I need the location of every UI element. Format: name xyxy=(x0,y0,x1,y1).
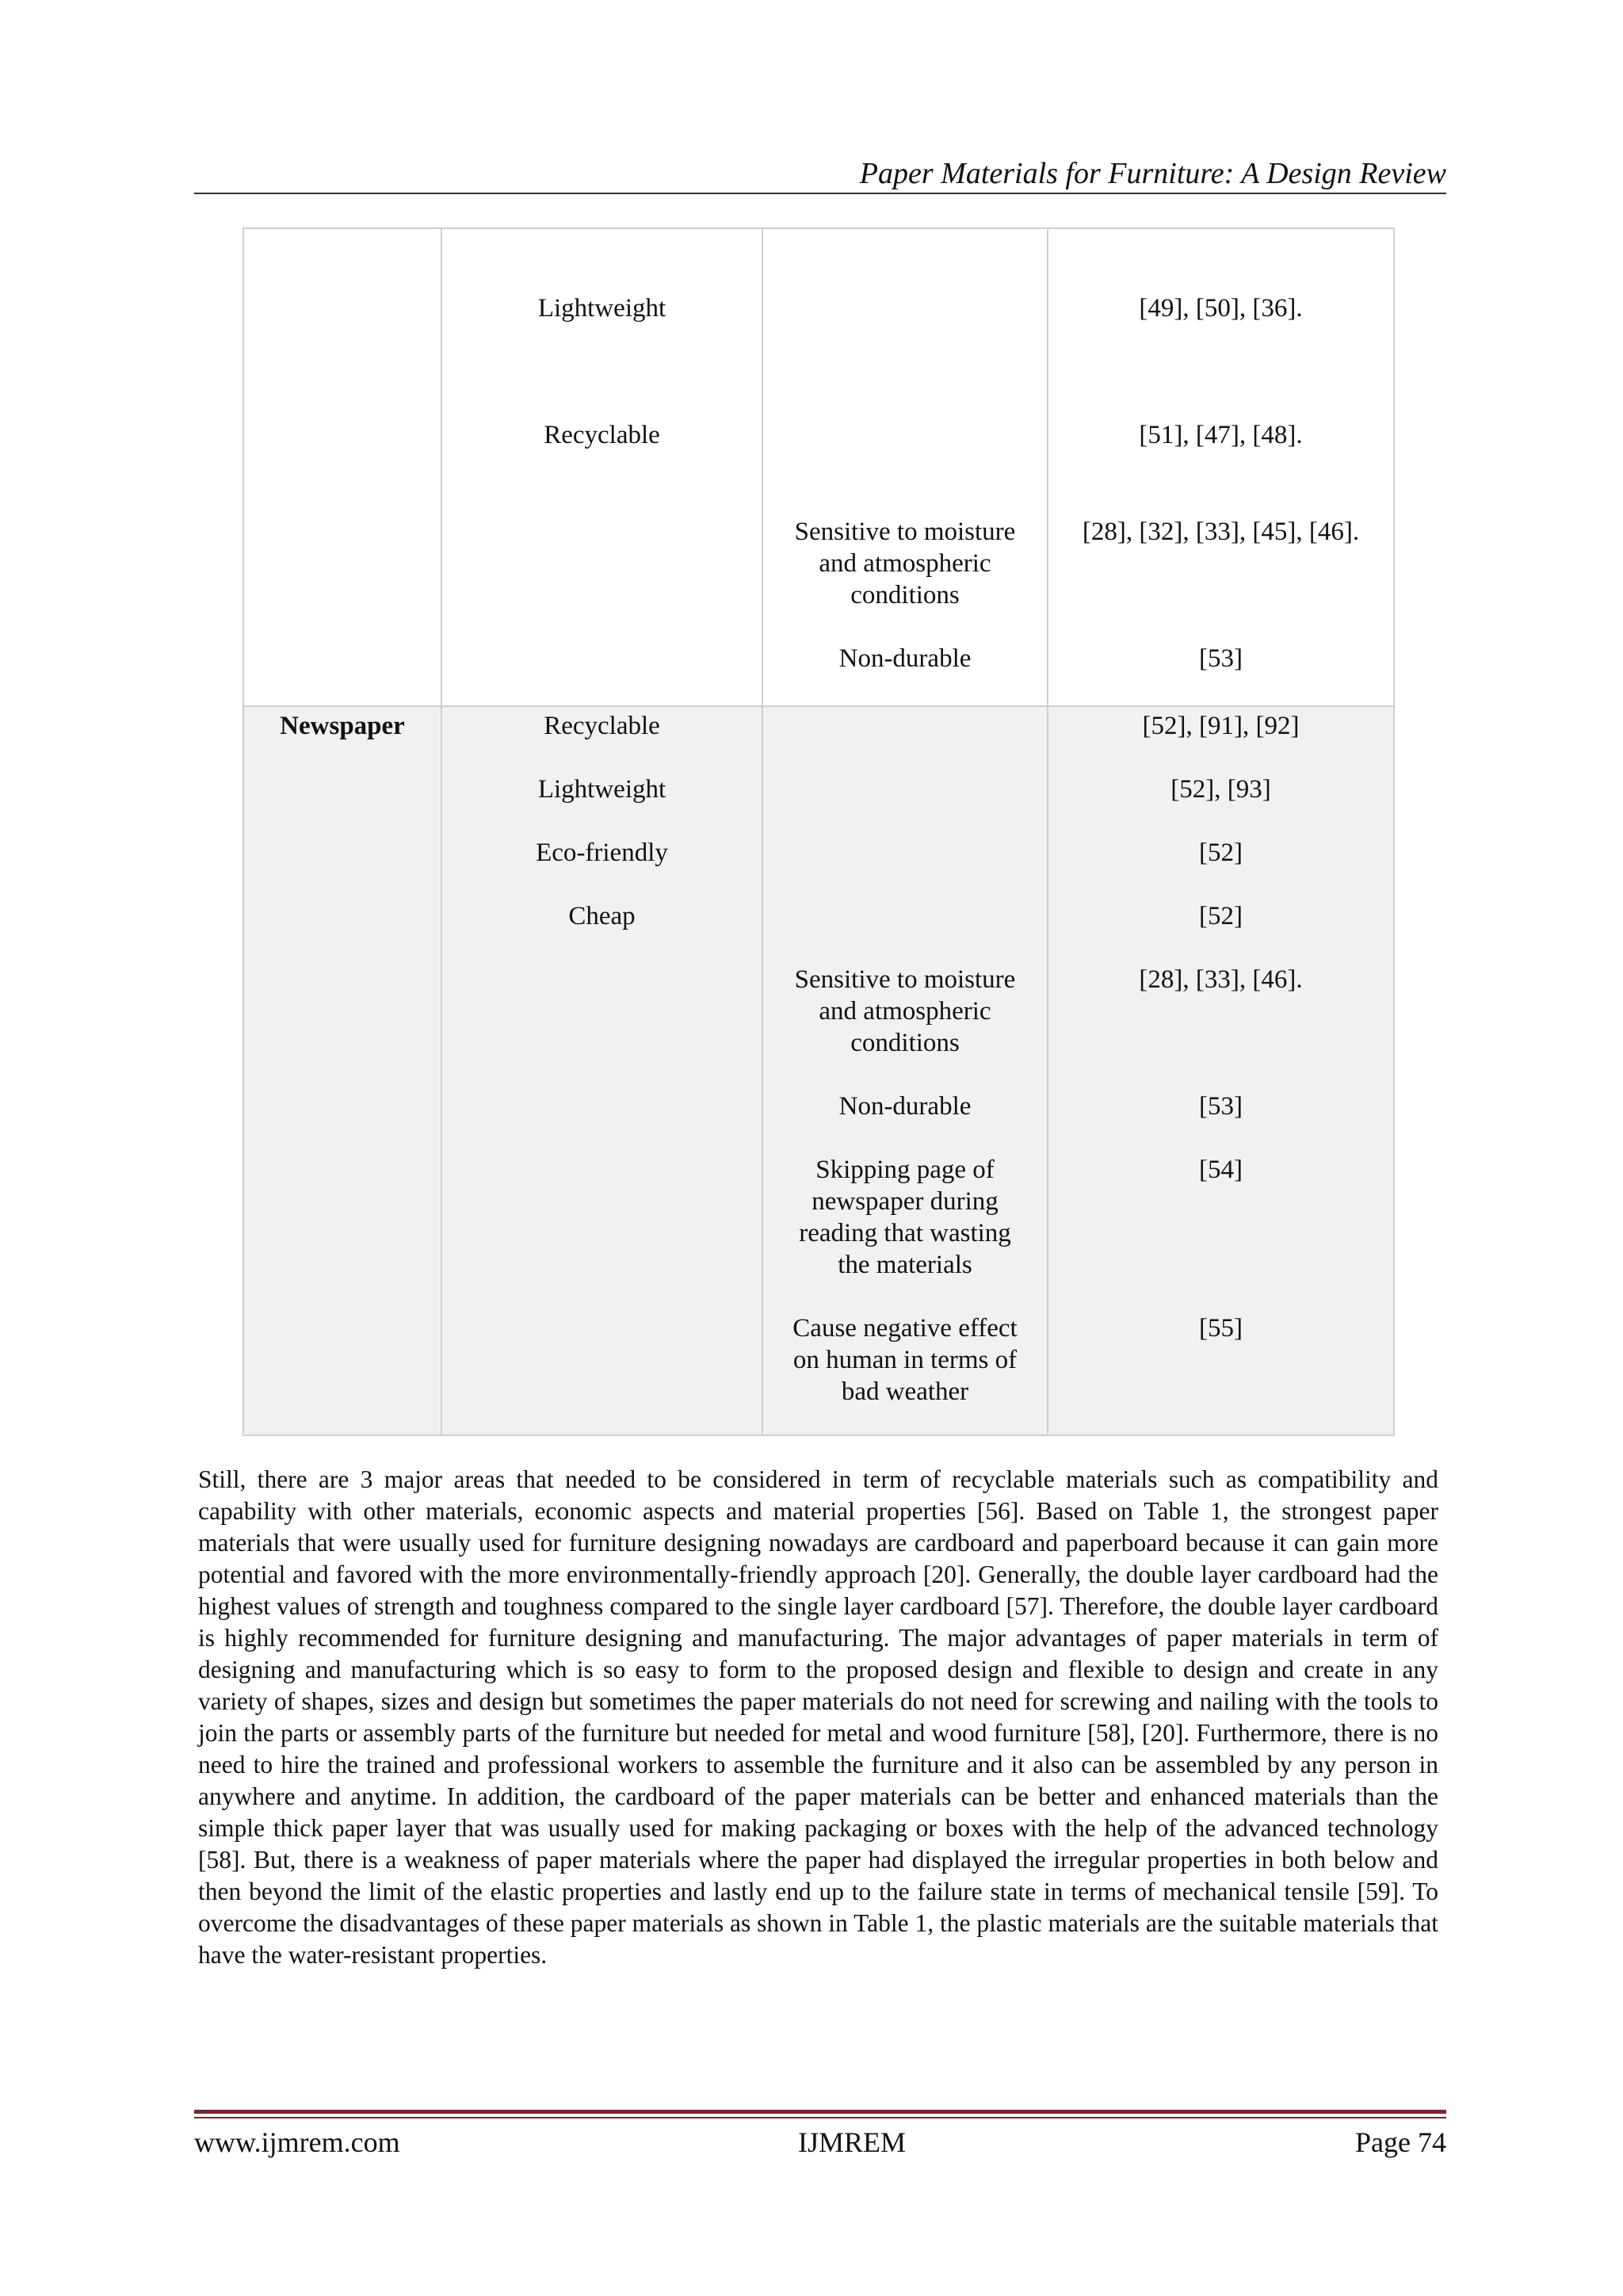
material-cell xyxy=(243,228,441,706)
reference-item: [28], [32], [33], [45], [46]. xyxy=(1082,518,1360,546)
advantage-item: Eco-friendly xyxy=(536,839,668,867)
reference-item: [28], [33], [46]. xyxy=(1139,965,1303,994)
reference-item: [53] xyxy=(1199,1092,1243,1121)
footer-rule xyxy=(194,2110,1446,2114)
reference-item: [52] xyxy=(1199,839,1243,867)
reference-item: [54] xyxy=(1199,1156,1243,1184)
material-label: Newspaper xyxy=(280,712,405,740)
footer-page-number: Page 74 xyxy=(1355,2126,1446,2158)
advantage-item: Cheap xyxy=(568,902,636,930)
advantage-item: Recyclable xyxy=(544,712,660,740)
materials-table xyxy=(242,227,1395,1436)
reference-item: [53] xyxy=(1199,644,1243,673)
disadvantage-item: Non-durable xyxy=(838,1092,972,1121)
advantages-cell xyxy=(441,706,762,1435)
disadvantages-cell xyxy=(762,706,1048,1435)
disadvantage-item: Sensitive to moisture and atmospheric conditions xyxy=(794,965,1016,1057)
advantage-item: Recyclable xyxy=(544,421,660,449)
reference-item: [51], [47], [48]. xyxy=(1139,421,1303,449)
footer-journal-name: IJMREM xyxy=(797,2126,907,2158)
running-header: Paper Materials for Furniture: A Design Review xyxy=(859,157,1446,190)
advantage-item: Lightweight xyxy=(537,775,666,804)
reference-item: [52], [93] xyxy=(1170,775,1271,804)
disadvantage-item: Sensitive to moisture and atmospheric conditions xyxy=(794,518,1016,609)
disadvantage-item: Cause negative effect on human in terms of bad weather xyxy=(792,1314,1018,1406)
reference-item: [55] xyxy=(1199,1314,1243,1343)
footer-rule xyxy=(194,2117,1446,2118)
references-cell xyxy=(1048,706,1394,1435)
reference-item: [52] xyxy=(1199,902,1243,930)
disadvantages-cell xyxy=(762,228,1048,706)
table-row xyxy=(243,706,1394,1435)
header-rule xyxy=(194,193,1446,194)
reference-item: [49], [50], [36]. xyxy=(1139,294,1303,323)
advantages-cell xyxy=(441,228,762,706)
reference-item: [52], [91], [92] xyxy=(1142,712,1300,740)
body-paragraph: Still, there are 3 major areas that needed to be considered in term of recyclable materials such as compatibility and capability with other materials, economic aspects and material properties [56]. Based on Table 1, the strongest paper materials that were usually used for furniture designing nowadays are cardboard and paperboard because it can gain more potential and favored with the more environmentally-friendly approach [20]. Generally, the double layer cardboard had the highest values of strength and toughness compared to the single layer cardboard [57]. Therefore, the double layer cardboard is highly recommended for furniture designing and manufacturing. The major advantages of paper materials in term of designing and manufacturing which is so easy to form to the proposed design and flexible to design and create in any variety of shapes, sizes and design but sometimes the paper materials do not need for screwing and nailing with the tools to join the parts or assembly parts of the furniture but needed for metal and wood furniture [58], [20]. Furthermore, there is no need to hire the trained and professional workers to assemble the furniture and it also can be assembled by any person in anywhere and anytime. In addition, the cardboard of the paper materials can be better and enhanced materials than the simple thick paper layer that was usually used for making packaging or boxes with the help of the advanced technology [58]. But, there is a weakness of paper materials where the paper had displayed the irregular properties in both below and then beyond the limit of the elastic properties and lastly end up to the failure state in terms of mechanical tensile [59]. To overcome the disadvantages of these paper materials as shown in Table 1, the plastic materials are the suitable materials that have the water-resistant properties. xyxy=(198,1465,1438,1969)
advantage-item: Lightweight xyxy=(537,294,666,323)
references-cell xyxy=(1048,228,1394,706)
disadvantage-item: Non-durable xyxy=(838,644,972,673)
material-cell xyxy=(243,706,441,1435)
footer-website-link[interactable]: www.ijmrem.com xyxy=(194,2126,400,2158)
disadvantage-item: Skipping page of newspaper during reading that wasting the materials xyxy=(799,1156,1011,1279)
table-row xyxy=(243,228,1394,706)
